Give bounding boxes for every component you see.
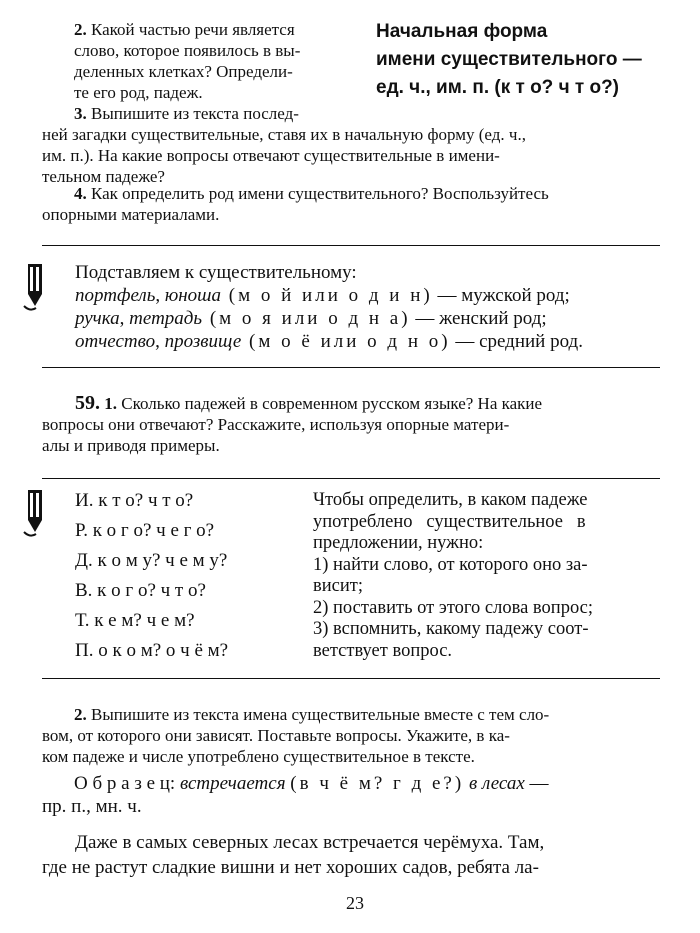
sample-question: (в ч ё м? г д е?) [290,773,465,794]
sample-label: О б р а з е ц: [74,773,176,794]
exercise-line: алы и приводя примеры. [42,436,220,455]
sample-line2: пр. п., мн. ч. [42,796,142,817]
question-2-line: те его род, падеж. [74,83,203,102]
case-rule-line: ветствует вопрос. [313,640,453,661]
case-item: П. о к о м? о ч ё м? [75,640,229,661]
gender-word: юноша [164,285,222,306]
gender-row [75,284,665,307]
gender-sep: , [155,285,165,306]
sample-word: встречается [179,773,286,794]
exercise-sub-number: 1. [104,394,117,413]
case-item: В. к о г о? ч т о? [75,580,206,601]
gender-hint: (м о я или о д н а) [202,308,411,329]
case-item: Т. к е м? ч е м? [75,610,195,631]
pencil-icon [20,262,50,312]
case-rule [313,490,665,662]
question-4-line: Как определить род имени существительного? Воспользуйтесь [91,184,549,203]
question-2-line: слово, которое появилось в вы- [74,41,301,60]
case-rule-line: 2) поставить от этого слова вопрос; [313,597,594,618]
gender-hint: (м о й или о д и н) [221,285,433,306]
question-2-line: Какой частью речи является [91,20,295,39]
passage-line: Даже в самых северных лесах встречается черёмуха. Там, [75,832,545,853]
gender-hint: (м о ё или о д н о) [241,331,451,352]
question-2b [42,704,667,767]
question-3-line: ней загадки существительные, ставя их в начальную форму (ед. ч., [42,125,526,144]
question-2-line: деленных клетках? Определи- [74,62,293,81]
question-2-number: 2. [74,20,87,39]
gender-word: отчество [75,331,156,352]
gender-box [75,261,665,353]
question-2b-line: ком падеже и числе употреблено существительное в тексте. [42,747,475,766]
sample-answer: в лесах [468,773,525,794]
exercise-line: Сколько падежей в современном русском языке? На какие [121,394,543,413]
heading-line: ед. ч., им. п. (к т о? ч т о?) [376,77,620,98]
cases-list [75,486,305,666]
page-number: 23 [346,893,364,913]
question-3-rest [42,124,667,187]
gender-result: — женский род; [410,308,547,329]
sample-dash: — [524,773,549,794]
case-rule-line: предложении, нужно: [313,533,484,553]
gender-word: портфель [75,285,156,306]
question-2b-line: вом, от которого они зависят. Поставьте вопросы. Укажите, в ка- [42,726,510,745]
question-3-line: им. п.). На какие вопросы отвечают существительные в имени- [42,146,500,165]
divider [42,245,660,246]
gender-row [75,330,665,353]
case-rule-line: 1) найти слово, от которого оно за- [313,554,588,575]
gender-result: — мужской род; [432,285,570,306]
question-2b-line: Выпишите из текста имена существительные вместе с тем сло- [91,705,550,724]
case-rule-line: Чтобы определить, в каком падеже [313,490,588,510]
question-3-line: Выпишите из текста послед- [91,104,299,123]
gender-word: прозвище [164,331,242,352]
pencil-icon [20,488,50,538]
heading-box [376,18,666,102]
question-3-first [74,103,344,124]
gender-intro: Подставляем к существительному: [75,262,357,283]
exercise-59 [42,393,667,456]
divider [42,478,660,479]
gender-row [75,307,665,330]
passage-line: где не растут сладкие вишни и нет хороших садов, ребята ла- [42,857,539,878]
question-2 [74,19,344,103]
gender-word: ручка [75,308,120,329]
question-4-line: опорными материалами. [42,205,220,224]
gender-sep: , [155,331,165,352]
gender-word: тетрадь [129,308,203,329]
gender-sep: , [119,308,130,329]
case-rule-line: 3) вспомнить, какому падежу соот- [313,619,589,639]
question-2b-number: 2. [74,705,87,724]
case-rule-line: висит; [313,576,363,596]
passage [42,830,667,880]
question-4-number: 4. [74,184,87,203]
divider [42,367,660,368]
case-item: Д. к о м у? ч е м у? [75,550,228,571]
gender-result: — средний род. [450,331,583,352]
exercise-line: вопросы они отвечают? Расскажите, используя опорные матери- [42,415,510,434]
divider [42,678,660,679]
heading-line: Начальная форма [376,21,548,42]
case-item: И. к т о? ч т о? [75,490,194,511]
question-3-number: 3. [74,104,87,123]
question-3-line: тельном падеже? [42,167,165,186]
case-rule-line: употреблено существительное в [313,511,586,532]
heading-line: имени существительного — [376,49,642,70]
exercise-number: 59. [75,392,100,414]
sample [74,772,669,795]
case-item: Р. к о г о? ч е г о? [75,520,215,541]
question-4 [42,183,667,225]
